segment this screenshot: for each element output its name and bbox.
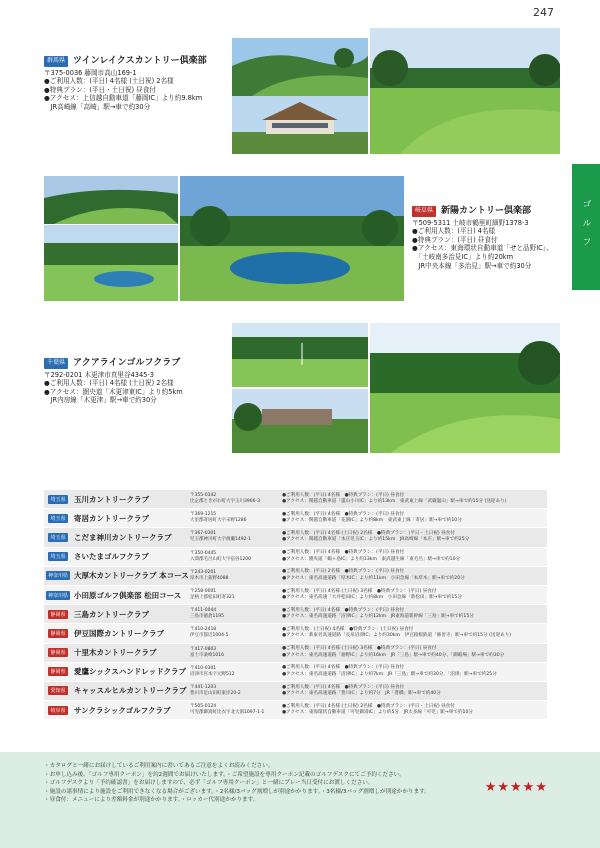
club-name: 寄居カントリークラブ [74,513,149,523]
club-address [190,624,282,642]
club-details [282,644,547,662]
note-item: ・カタログと一緒にお届けしているご利用案内に書いてあるご注意をよくお読みください。 [44,763,274,769]
club-access-train: JR中央本線「多治見」駅→車で約30分 [412,261,532,270]
guest-plan: ●ご利用人数：(平日) 4名様 (土日祝) 3名様 ●特典プラン：(平日) 昼食付 [282,646,437,652]
prefecture-badge: 静岡県 [50,630,66,637]
club-plan: ●特典プラン：(平日) 昼食付 [412,235,498,244]
table-row [44,644,547,663]
club-name: さいたまゴルフクラブ [74,552,149,562]
club-details [282,624,547,642]
prefecture-badge: 岐阜県 [50,707,66,714]
club-address [190,509,282,527]
postal-code: 〒369-1215 [190,512,217,518]
club-address [190,548,282,566]
club-name: 大厚木カントリークラブ 本コース [74,571,189,581]
table-row [44,663,547,682]
club-details [282,701,547,719]
club-address [190,567,282,585]
street-address: 伊豆市都辺1004-5 [190,633,229,639]
golf-club-table [44,490,547,720]
access-info: ●アクセス：関越自動車道「本庄児玉IC」より約15km JR高崎線「本庄」駅→車で約25分 [282,537,470,543]
club-access-train: JR内房線「木更津」駅→車で約30分 [44,396,157,405]
street-address: 厚木市上荻野4088 [190,575,229,581]
note-item: ・ゴルフデスクより「予約確認書」をお届けしますので、必ず「ゴルフ専用クーポン」と一緒にプレー当日受付にお渡しください。 [44,780,374,787]
table-row [44,586,547,605]
table-row [44,528,547,547]
guest-plan: ●ご利用人数：(平日) 4名様 (土日祝) 3名様 ●特典プラン：(平日) 昼食付 [282,588,437,594]
guest-plan: ●ご利用人数：(平日) 4名様 ●特典プラン：(平日) 昼食付 [282,492,405,498]
street-address: 足柄上郡松田町寄321 [190,595,235,601]
prefecture-badge: 千葉県 [44,358,68,369]
club-guests: ●ご利用人数：(平日) 4名様 (土日祝) 2名様 [44,77,174,86]
table-row [44,567,547,586]
access-info: ●アクセス：東名高速道路「沼津IC」より約12km JR東海道新幹線「三島」駅→車で約15分 [282,614,474,620]
club-details [282,528,547,546]
prefecture-badge: 静岡県 [50,611,66,618]
twin-lakes-clubhouse-photo [232,96,368,154]
guest-plan: ●ご利用人数：(平日) 4名様 (土日祝) 2名様 ●特典プラン：(平日・土日祝) 昼食付 [282,531,455,537]
prefecture-badge: 埼玉県 [50,496,66,503]
access-info: ●アクセス：新東名高速道路「長泉沼津IC」より約30km 伊豆箱根鉄道「修善寺」駅→車で約15分 (送迎あり) [282,633,512,639]
postal-code: 〒367-0301 [190,531,217,537]
club-address: 〒375-0036 藤岡市高山169-1 [44,68,137,77]
club-details [282,548,547,566]
prefecture-badge: 神奈川県 [47,573,68,580]
shinyo-aerial-photo [44,176,178,224]
guest-plan: ●ご利用人数：(土日祝) 4名様 ●特典プラン：(土日祝) 昼食付 [282,627,414,632]
club-twin-lakes [44,56,229,112]
club-aqualine [44,358,229,405]
club-details [282,605,547,623]
street-address: 比企郡ときがわ町大字玉川3966-3 [190,499,260,505]
note-item: ・昼食付：メニューにより差額料金が別途かかります。・ロッカー代別途かかります。 [44,797,259,804]
club-plan: ●特典プラン：(平日・土日祝) 昼食付 [44,85,156,94]
club-details [282,586,547,604]
club-name: ツインレイクスカントリー倶楽部 [73,56,207,66]
street-address: 富士市桑崎1016 [190,652,224,658]
page-number: 247 [533,6,554,19]
guest-plan: ●ご利用人数：(平日) 4名様 ●特典プラン：(平日) 昼食付 [282,511,405,517]
prefecture-badge: 静岡県 [50,669,66,676]
club-details [282,567,547,585]
prefecture-badge: 岐阜県 [412,206,436,217]
club-access: ●アクセス：東海環状自動車道「せと品野IC」、 [412,244,553,253]
club-address [190,701,282,719]
table-row [44,624,547,643]
street-address: 大里郡寄居町大字末野1286 [190,518,247,524]
club-name: 玉川カントリークラブ [74,494,149,504]
note-item: ・お申し込み後、「ゴルフ専用クーポン」を約2週間でお届けいたします。・ご希望施設を専用クーポン記載のゴルフデスクにてご予約ください。 [44,771,405,778]
club-details [282,682,547,700]
club-name: アクアラインゴルフクラブ [73,358,181,368]
table-row [44,682,547,701]
access-info: ●アクセス：東名高速道路「沼津IC」より約7km JR「三島」駅→車で約30分、「沼津」駅→車で約25分 [282,671,497,677]
postal-code: 〒410-2418 [190,627,217,633]
club-name: 愛鷹シックスハンドレッドクラブ [74,667,187,677]
club-name: サンクラシックゴルフクラブ [74,705,171,715]
club-name: 小田原ゴルフ倶楽部 松田コース [74,590,182,600]
table-row [44,509,547,528]
postal-code: 〒350-0445 [190,550,217,556]
prefecture-badge: 埼玉県 [50,515,66,522]
club-details [282,509,547,527]
twin-lakes-fairway-photo [370,28,560,154]
guest-plan: ●ご利用人数：(平日) 4名様 ●特典プラン：(平日) 昼食付 [282,607,405,613]
club-address [190,490,282,508]
club-access: ●アクセス：上信越自動車道「藤岡IC」より約9.8km [44,94,203,103]
access-info: ●アクセス：東名高速道路「豊川IC」より約7分 JR「豊橋」駅→車で約40分 [282,690,441,696]
club-details [282,490,547,508]
club-address [190,644,282,662]
access-info: ●アクセス：東海環状自動車道「可児御嵩IC」より約5分 JR太多線「可児」駅→車で約10分 [282,710,473,716]
club-name: 三島カントリークラブ [74,609,149,619]
postal-code: 〒505-0124 [190,704,217,710]
prefecture-badge: 埼玉県 [50,554,66,561]
club-address [190,663,282,681]
access-info: ●アクセス：関越自動車道「花園IC」より約8km 東武東上線「寄居」駅→車で約10分 [282,518,462,524]
golf-category-tab: ゴルフ [572,164,600,290]
club-guests: ●ご利用人数：(平日) 4名様 [412,227,496,236]
guest-plan: ●ご利用人数：(平日) 4名様 ●特典プラン：(平日) 昼食付 [282,665,405,671]
shinyo-pond-photo [180,176,404,301]
note-item: ・施設の諸事情により施設をご利用できなくなる場合がございます。・2名様/3バッグ割増しが別途かかります。・3名様/3バッグ割増しが別途かかります。 [44,788,430,795]
street-address: 可児郡御嵩町比衣字北大洞1097-1-1 [190,710,265,716]
postal-code: 〒243-0201 [190,569,217,575]
club-address [190,586,282,604]
club-address [190,528,282,546]
club-name: キャッスルヒルカントリークラブ [74,686,187,696]
club-name: 伊豆国際カントリークラブ [74,628,164,638]
street-address: 入間郡毛呂山町大字宿谷1200 [190,556,251,562]
prefecture-badge: 群馬県 [44,56,68,67]
guest-plan: ●ご利用人数：(平日) 2名様 ●特典プラン：(平日) 昼食付 [282,569,405,575]
guest-plan: ●ご利用人数：(平日) 4名様 ●特典プラン：(平日) 昼食付 [282,684,405,690]
access-info: ●アクセス：東名高速「大井松田IC」より約8km 小田急線「新松田」駅→車で約15分 [282,595,462,601]
footer-notes [0,752,600,848]
club-access: ●アクセス：圏央道「木更津東IC」より約5km [44,387,183,396]
club-address [190,682,282,700]
postal-code: 〒417-0803 [190,646,217,652]
aqualine-green-photo [232,323,368,387]
club-access-train: JR高崎線「高崎」駅→車で約30分 [44,102,151,111]
aqualine-clubhouse-photo [232,389,368,453]
access-info: ●アクセス：関越自動車道「嵐山小川IC」より約13km 東武東上線「武蔵嵐山」駅→車で約15分 (送迎あり) [282,499,507,505]
table-row [44,701,547,720]
prefecture-badge: 神奈川県 [47,592,68,599]
club-address [190,605,282,623]
club-guests: ●ご利用人数：(平日) 4名様 (土日祝) 2名様 [44,379,174,388]
postal-code: 〒441-1203 [190,684,217,690]
shinyo-green-photo [44,225,178,301]
table-row [44,490,547,509]
postal-code: 〒410-0301 [190,665,217,671]
club-name: 新陽カントリー倶楽部 [441,206,532,216]
club-name: こだま神川カントリークラブ [74,532,172,542]
aqualine-fairway-photo [370,323,560,453]
access-info: ●アクセス：東名高速道路「厚木IC」より約11km 小田急線「本厚木」駅→車で約20分 [282,575,465,581]
club-address: 〒509-5311 土岐市鶴里町細野1378-3 [412,218,529,227]
street-address: 児玉郡神川町大字渡瀬1492-1 [190,537,251,543]
club-name: 十里木カントリークラブ [74,648,157,658]
postal-code: 〒258-0001 [190,589,217,595]
postal-code: 〒411-0044 [190,608,217,614]
access-info: ●アクセス：東名高速道路「裾野IC」より約16km JR「三島」駅→車で約40分、「御殿場」駅→車で約30分 [282,652,505,658]
club-address: 〒292-0201 木更津市真里谷4345-3 [44,370,154,379]
prefecture-badge: 愛知県 [50,688,66,695]
club-shinyo [412,206,582,270]
rating-stars: ★★★★★ [484,780,548,795]
street-address: 豊川市足山田町東岸20-2 [190,690,241,696]
prefecture-badge: 静岡県 [50,650,66,657]
twin-lakes-aerial-photo [232,38,368,96]
club-details [282,663,547,681]
prefecture-badge: 埼玉県 [50,534,66,541]
postal-code: 〒355-0342 [190,493,217,499]
club-access-2: 「土岐南多治見IC」より約20km [412,252,514,261]
street-address: 三島市徳倉1195 [190,614,224,620]
guest-plan: ●ご利用人数：(平日) 4名様 (土日祝) 2名様 ●特典プラン：(平日・土日祝) 昼食付 [282,703,455,709]
access-info: ●アクセス：圏央道「鶴ヶ島IC」より約13km 東武越生線「東毛呂」駅→車で約10分 [282,556,461,562]
table-row [44,548,547,567]
table-row [44,605,547,624]
street-address: 沼津市宮本字元野512 [190,671,235,677]
guest-plan: ●ご利用人数：(平日) 4名様 ●特典プラン：(平日) 昼食付 [282,550,405,556]
